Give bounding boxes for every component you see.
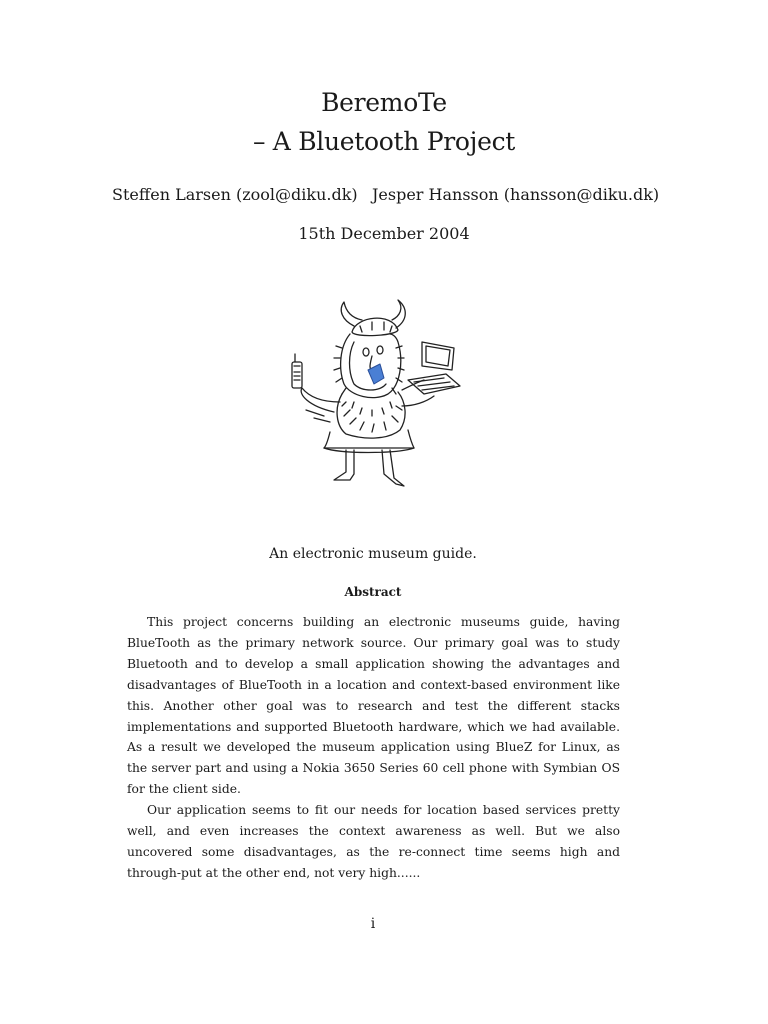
left-leg <box>334 450 354 480</box>
abstract-paragraph-2: Our application seems to fit our needs for location based services pretty well, and even increases the context awareness as well. But we also uncovered some disadvantages, as the re-connect time seems high and through-put at the other end, not very high...... <box>127 803 620 880</box>
title-line-2: – A Bluetooth Project <box>252 127 516 156</box>
author-1: Steffen Larsen (zool@diku.dk) <box>112 185 358 204</box>
author-2: Jesper Hansson (hansson@diku.dk) <box>372 185 660 204</box>
left-arm <box>301 388 340 412</box>
right-eye <box>377 346 383 354</box>
tunic <box>324 430 414 448</box>
page-number: i <box>370 916 376 932</box>
viking-mascot-drawing <box>284 298 464 492</box>
right-leg <box>382 450 404 486</box>
beard <box>337 392 405 438</box>
abstract-heading: Abstract <box>344 585 402 599</box>
title-line-1: BeremoTe <box>321 88 447 117</box>
left-eye <box>363 348 369 356</box>
figure-caption: An electronic museum guide. <box>269 546 477 562</box>
document-date: 15th December 2004 <box>298 224 470 243</box>
abstract-paragraph-1: This project concerns building an electronic museums guide, having BlueTooth as the primary network source. Our primary goal was to study Bluetooth and to develop a small application showing the advantages and disadvantages of BlueTooth in a location and context-based environment like this. Another other goal was to research and test the different stacks implementations and supported Bluetooth hardware, which we had available. As a result we developed the museum application using BlueZ for Linux, as the server part and using a Nokia 3650 Series 60 cell phone with Symbian OS for the client side. <box>127 615 620 797</box>
abstract-body <box>127 612 620 884</box>
